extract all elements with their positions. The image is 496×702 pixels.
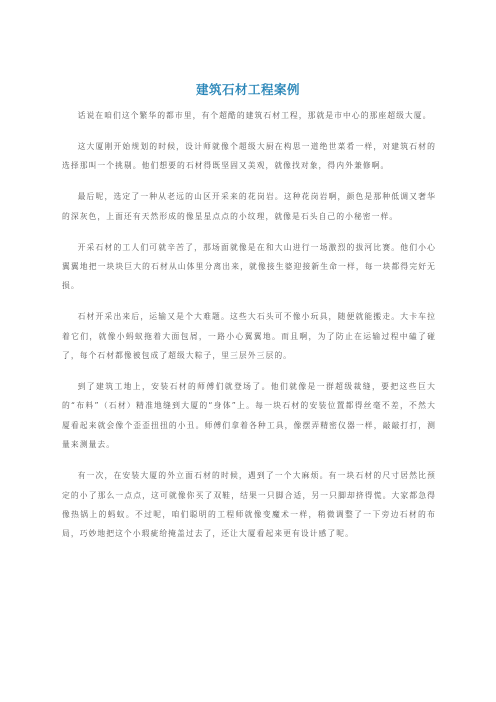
paragraph: 这大厦刚开始规划的时候，设计师就像个超级大厨在构思一道绝世菜肴一样，对建筑石材的选择那叫一个挑剔。他们想要的石材得既坚固又美观，就像找对象，得内外兼修啊。 (62, 141, 436, 171)
paragraph: 石材开采出来后，运输又是个大难题。这些大石头可不像小玩具，随便就能搬走。大卡车拉着它们，就像小蚂蚁拖着大面包屑，一路小心翼翼地。而且啊，为了防止在运输过程中磕了碰了，每个石材都像被包成了超级大粽子，里三层外三层的。 (62, 312, 436, 361)
paragraph: 最后呢，选定了一种从老远的山区开采来的花岗岩。这种花岗岩啊，颜色是那种低调又奢华的深灰色，上面还有天然形成的像星星点点的小纹理，就像是石头自己的小秘密一样。 (62, 192, 436, 221)
paragraph: 到了建筑工地上，安装石材的师傅们就登场了。他们就像是一群超级裁缝，要把这些巨大的“布料”（石材）精准地缝到大厦的“身体”上。每一块石材的安装位置都得丝毫不差，不然大厦看起来就会像个歪歪扭扭的小丑。师傅们拿着各种工具，像摆弄精密仪器一样，敲敲打打，测量来测量去。 (62, 381, 436, 450)
paragraph: 有一次，在安装大厦的外立面石材的时候，遇到了一个大麻烦。有一块石材的尺寸居然比预定的小了那么一点点，这可就像你买了双鞋，结果一只脚合适，另一只脚却挤得慌。大家都急得像热锅上的蚂蚁。不过呢，咱们聪明的工程师就像变魔术一样，稍微调整了一下旁边石材的布局，巧妙地把这个小瑕疵给掩盖过去了，还让大厦看起来更有设计感了呢。 (62, 471, 436, 539)
paragraph: 开采石材的工人们可就辛苦了，那场面就像是在和大山进行一场激烈的拔河比赛。他们小心翼翼地把一块块巨大的石材从山体里分离出来，就像接生婆迎接新生命一样，每一块都得完好无损。 (62, 242, 436, 291)
document-title: 建筑石材工程案例 (195, 82, 300, 97)
paragraph: 话说在咱们这个繁华的都市里，有个超酷的建筑石材工程，那就是市中心的那座超级大厦。 (77, 111, 432, 120)
document-body (62, 106, 436, 555)
